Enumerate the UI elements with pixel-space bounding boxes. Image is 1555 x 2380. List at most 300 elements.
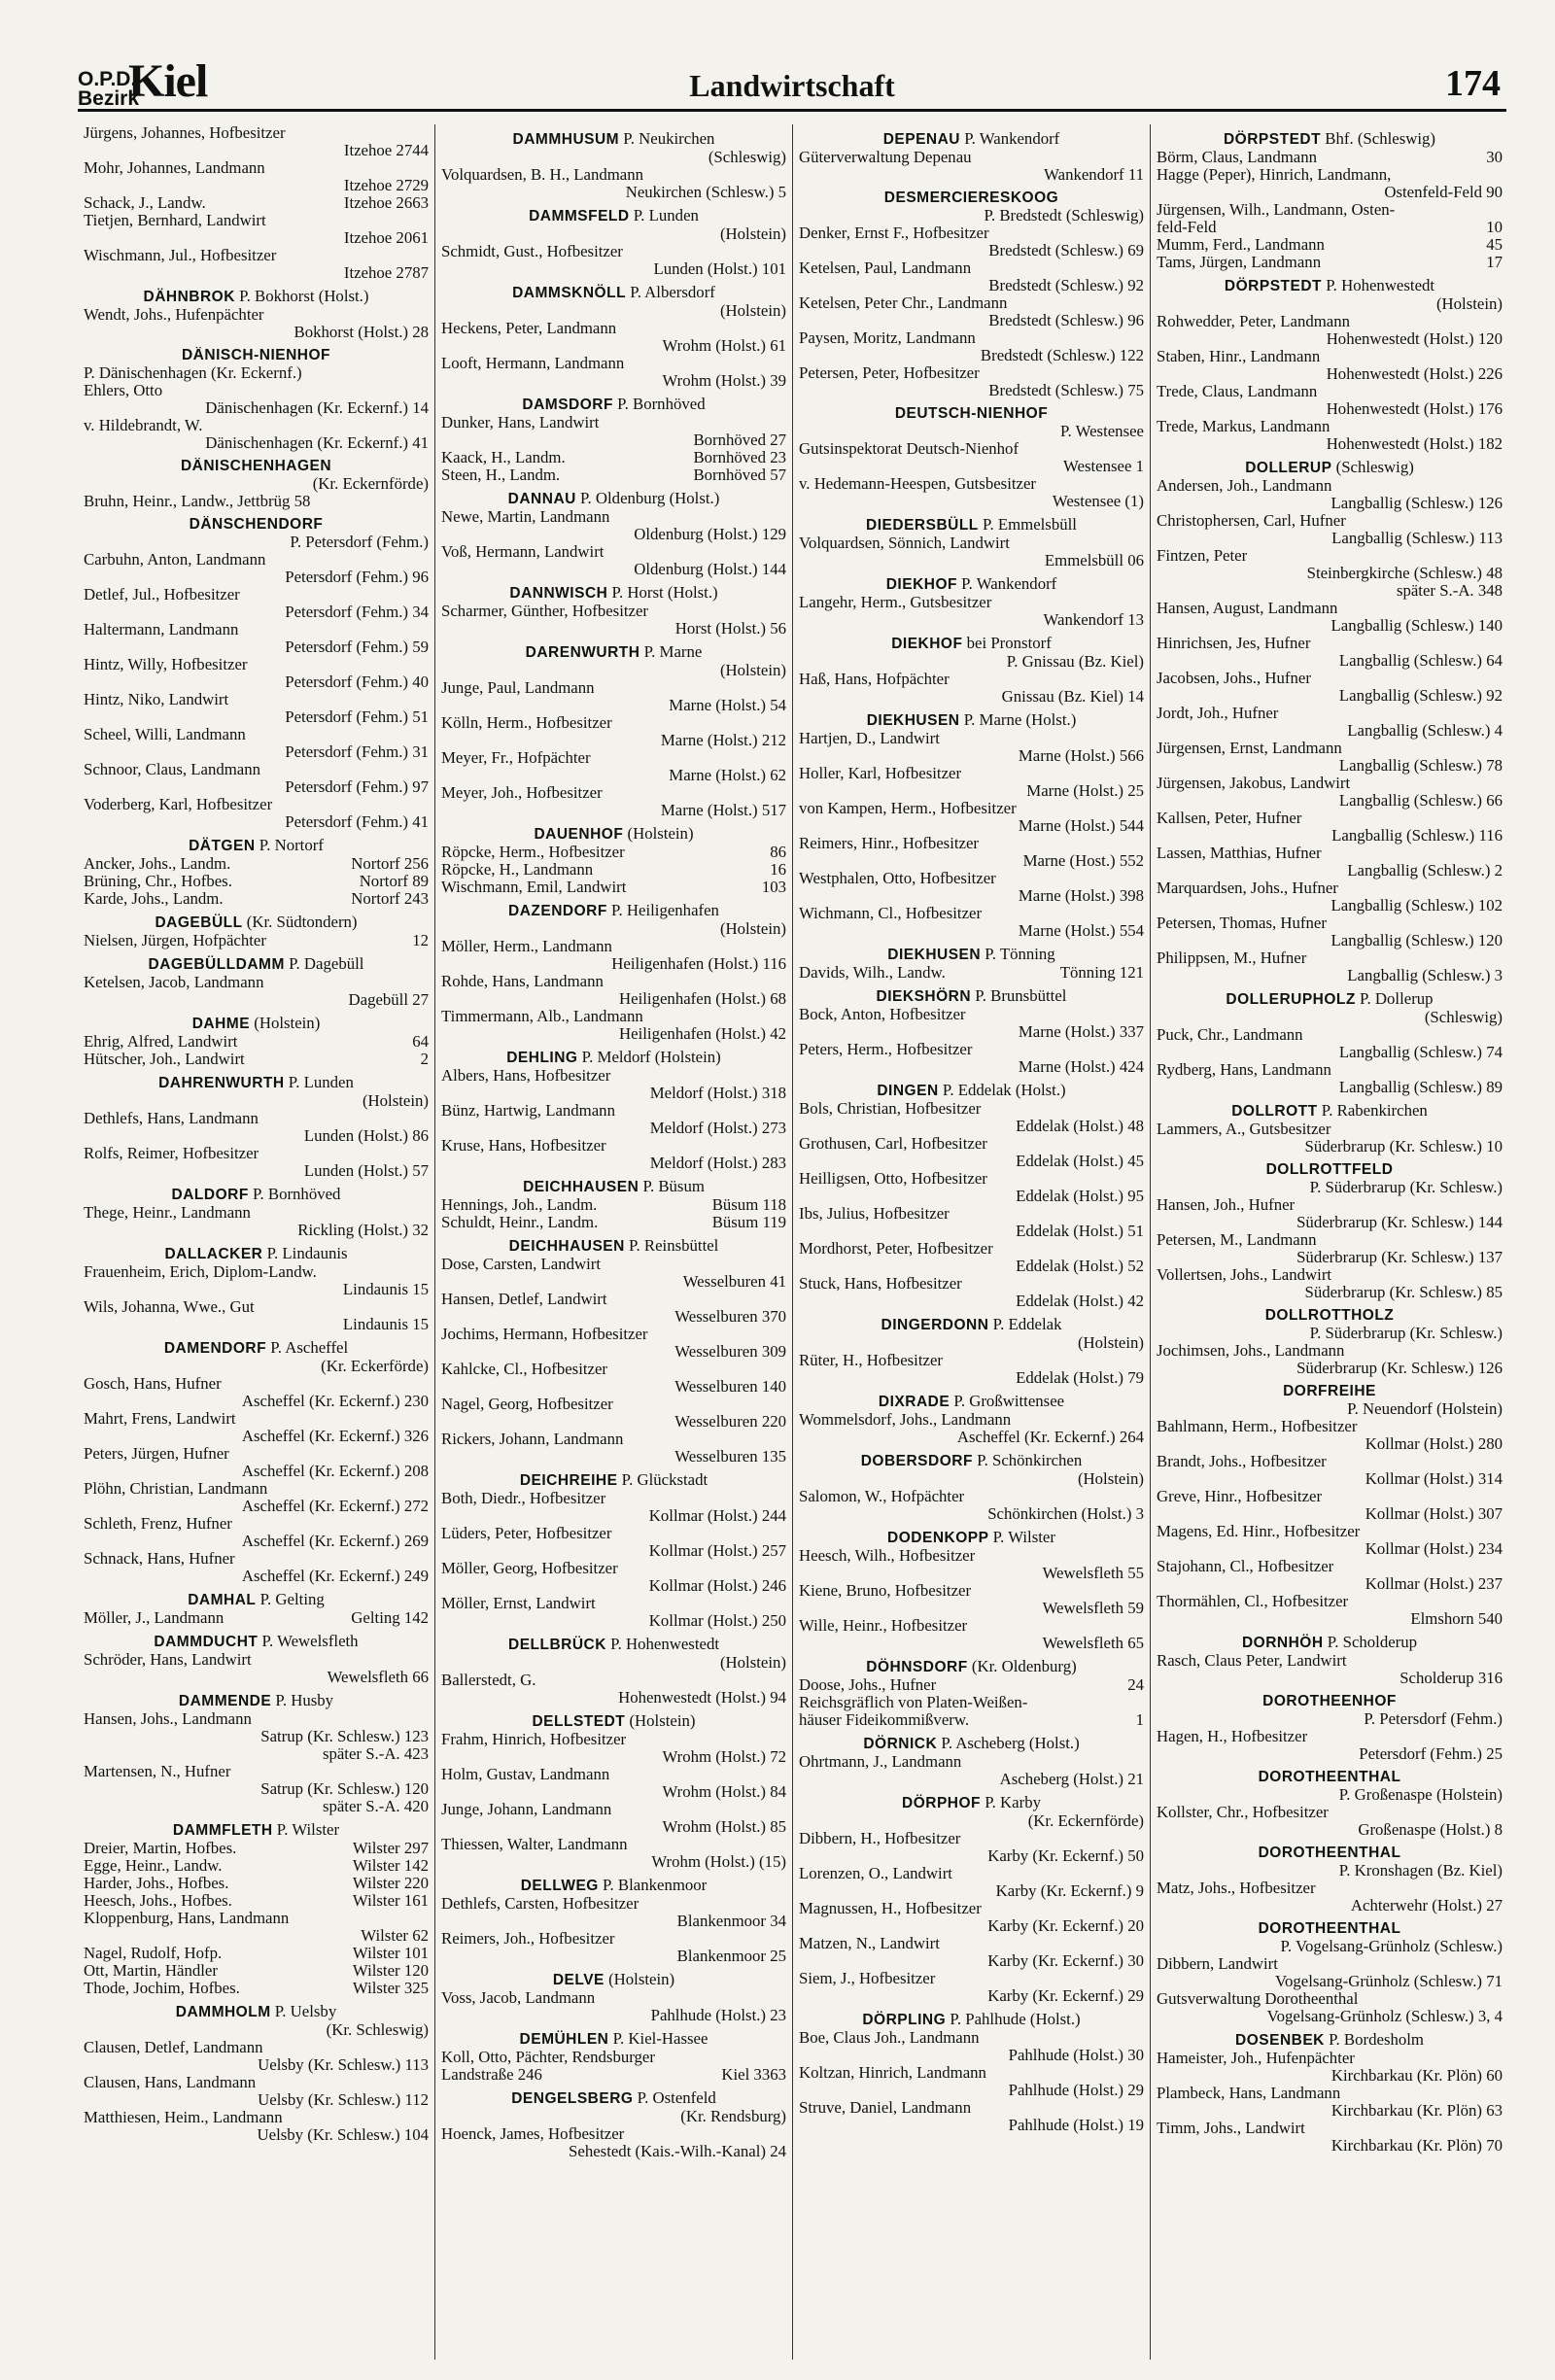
place-heading: DAUENHOF (Holstein) xyxy=(534,825,694,843)
directory-entry xyxy=(1157,1558,1503,1593)
place-postal-info: P. Brunsbüttel xyxy=(971,987,1067,1005)
entry-name: Lorenzen, O., Landwirt xyxy=(799,1865,952,1882)
entry-detail: Pahlhude (Holst.) 29 xyxy=(1008,2082,1144,2099)
entry-detail: Eddelak (Holst.) 79 xyxy=(1016,1369,1144,1387)
column-1 xyxy=(78,124,435,2360)
place-entry xyxy=(799,946,1144,964)
entry-detail: Sehestedt (Kais.-Wilh.-Kanal) 24 xyxy=(569,2143,786,2160)
place-entry xyxy=(441,1636,786,1672)
entry-name: 12 Nielsen, Jürgen, Hofpächter xyxy=(84,932,429,949)
place-entry xyxy=(441,207,786,243)
entry-detail: Wesselburen 220 xyxy=(674,1413,786,1431)
entry-detail: 10 feld-Feld xyxy=(1157,219,1503,236)
entry-detail: Langballig (Schlesw.) 113 xyxy=(1331,530,1503,547)
directory-entry xyxy=(799,835,1144,870)
directory-entry xyxy=(799,1275,1144,1310)
entry-detail: Steinbergkirche (Schlesw.) 48 xyxy=(1306,565,1503,582)
place-entry xyxy=(799,1529,1144,1547)
directory-entry xyxy=(441,603,786,638)
directory-entry xyxy=(1157,254,1503,271)
district-prefix: O.P.D. xyxy=(78,68,137,90)
directory-entry xyxy=(799,730,1144,765)
place-heading: DORFREIHE xyxy=(1283,1383,1376,1399)
entry-detail: Wesselburen 135 xyxy=(674,1448,786,1466)
entry-name: Ibs, Julius, Hofbesitzer xyxy=(799,1205,950,1223)
entry-name: Hansen, Joh., Hufner xyxy=(1157,1196,1296,1214)
entry-detail: Karby (Kr. Eckernf.) 29 xyxy=(987,1987,1144,2005)
entry-name: Rydberg, Hans, Landmann xyxy=(1157,1061,1331,1079)
entry-name: Wilster 220 Harder, Johs., Hofbes. xyxy=(84,1875,429,1892)
directory-entry xyxy=(84,1051,429,1068)
place-heading: DORNHÖH P. Scholderup xyxy=(1241,1634,1418,1651)
directory-entry xyxy=(84,194,429,212)
directory-entry xyxy=(84,1875,429,1892)
directory-entry xyxy=(1157,1728,1503,1763)
entry-detail: Westensee (1) xyxy=(1052,493,1144,510)
place-postal-info: P. Karby xyxy=(981,1794,1041,1811)
entry-name: Matzen, N., Landwirt xyxy=(799,1935,940,1952)
entry-detail: Marne (Holst.) 517 xyxy=(660,802,786,819)
entry-name: Dibbern, H., Hofbesitzer xyxy=(799,1830,961,1847)
entry-name: Ketelsen, Paul, Landmann xyxy=(799,259,972,277)
entry-detail: Petersdorf (Fehm.) 25 xyxy=(1359,1745,1503,1763)
entry-detail: Oldenburg (Holst.) 144 xyxy=(634,561,786,578)
entry-detail: (Holstein) xyxy=(1077,1334,1144,1352)
phone-number: Büsum 118 xyxy=(711,1196,786,1214)
entry-detail: Marne (Holst.) 337 xyxy=(1018,1023,1144,1041)
entry-detail: Bredstedt (Schlesw.) 75 xyxy=(988,382,1144,399)
entry-detail: P. Westensee xyxy=(1060,423,1144,440)
entry-name: Möller, Herm., Landmann xyxy=(441,938,612,955)
directory-entry xyxy=(441,1214,786,1231)
entry-detail: Satrup (Kr. Schlesw.) 120 xyxy=(260,1780,429,1798)
entry-detail: Süderbrarup (Kr. Schlesw.) 137 xyxy=(1296,1249,1503,1266)
entry-name: Wilster 142 Egge, Heinr., Landw. xyxy=(84,1857,429,1875)
entry-name: Thege, Heinr., Landmann xyxy=(84,1204,251,1222)
place-heading: DÖRNICK P. Ascheberg (Holst.) xyxy=(863,1735,1080,1752)
directory-entry xyxy=(799,1935,1144,1970)
entry-name: Ehlers, Otto xyxy=(84,382,163,399)
entry-detail: Satrup (Kr. Schlesw.) 123 xyxy=(260,1728,429,1745)
place-postal-info: (Holstein) xyxy=(250,1015,321,1032)
entry-name: Frauenheim, Erich, Diplom-Landw. xyxy=(84,1263,317,1281)
entry-name: Newe, Martin, Landmann xyxy=(441,508,610,526)
entry-detail: Ascheffel (Kr. Eckernf.) 208 xyxy=(241,1463,429,1480)
place-heading: DAMMFLETH P. Wilster xyxy=(172,1821,340,1839)
entry-detail: Petersdorf (Fehm.) 59 xyxy=(285,638,429,656)
entry-name: Rickers, Johann, Landmann xyxy=(441,1431,624,1448)
entry-detail: Bornhöved 27 xyxy=(693,431,786,449)
directory-entry xyxy=(441,1766,786,1801)
entry-detail: Pahlhude (Holst.) 23 xyxy=(650,2007,786,2024)
phone-number: Wilster 325 xyxy=(352,1980,429,1997)
entry-name: 45 Mumm, Ferd., Landmann xyxy=(1157,236,1503,254)
place-heading: DEICHHAUSEN P. Büsum xyxy=(523,1178,705,1195)
directory-entry xyxy=(1157,670,1503,705)
entry-detail: Langballig (Schlesw.) 2 xyxy=(1347,862,1503,880)
entry-detail: Marne (Holst.) 398 xyxy=(1018,887,1144,905)
entry-detail: Süderbrarup (Kr. Schlesw.) 10 xyxy=(1304,1138,1503,1156)
directory-entry xyxy=(1157,547,1503,600)
place-heading: DÖRPLING P. Pahlhude (Holst.) xyxy=(862,2011,1081,2028)
place-entry xyxy=(799,516,1144,535)
place-postal-info: P. Nortorf xyxy=(255,837,324,854)
directory-columns xyxy=(78,124,1511,2360)
place-postal-info: P. Ascheffel xyxy=(266,1339,349,1357)
directory-entry xyxy=(799,149,1144,184)
entry-detail: Scholderup 316 xyxy=(1400,1670,1503,1687)
entry-detail: Langballig (Schlesw.) 102 xyxy=(1330,897,1503,914)
entry-detail: Kollmar (Holst.) 244 xyxy=(648,1507,786,1525)
directory-entry xyxy=(799,1865,1144,1900)
directory-entry xyxy=(441,2049,786,2084)
entry-name: Ketelsen, Peter Chr., Landmann xyxy=(799,294,1008,312)
place-heading: DELLBRÜCK P. Hohenwestedt xyxy=(508,1636,719,1653)
directory-entry xyxy=(441,1361,786,1396)
place-entry xyxy=(441,643,786,679)
place-heading: DÄTGEN P. Nortorf xyxy=(189,837,324,854)
place-heading: DELLSTEDT (Holstein) xyxy=(532,1712,696,1730)
entry-detail: Oldenburg (Holst.) 129 xyxy=(634,526,786,543)
place-postal-info: P. Neukirchen xyxy=(619,130,715,148)
entry-name: Heckens, Peter, Landmann xyxy=(441,320,617,337)
entry-name: Petersen, M., Landmann xyxy=(1157,1231,1317,1249)
place-entry xyxy=(799,190,1144,224)
place-heading: DÖHNSDORF (Kr. Oldenburg) xyxy=(866,1658,1077,1675)
directory-entry xyxy=(799,535,1144,569)
directory-entry xyxy=(84,417,429,452)
phone-number: Kiel 3363 xyxy=(721,2066,786,2084)
place-entry xyxy=(84,1015,429,1033)
place-heading: DEHLING P. Meldorf (Holstein) xyxy=(506,1049,721,1066)
entry-name: Mahrt, Frens, Landwirt xyxy=(84,1410,236,1428)
place-entry xyxy=(1157,1161,1503,1196)
entry-detail: Wrohm (Holst.) 85 xyxy=(662,1818,786,1836)
place-entry xyxy=(84,2003,429,2039)
entry-name: Wilster 297 Dreier, Martin, Hofbes. xyxy=(84,1840,429,1857)
directory-entry xyxy=(84,124,429,159)
place-entry xyxy=(441,1049,786,1067)
entry-detail: (Holstein) xyxy=(719,302,786,320)
entry-name: Bock, Anton, Hofbesitzer xyxy=(799,1006,966,1023)
entry-detail: Itzehoe 2787 xyxy=(343,264,429,282)
place-entry xyxy=(441,396,786,414)
phone-number: 45 xyxy=(1486,236,1503,254)
place-postal-info: P. Reinsbüttel xyxy=(624,1237,719,1255)
entry-name: Petersen, Peter, Hofbesitzer xyxy=(799,364,980,382)
entry-name: Ballerstedt, G. xyxy=(441,1672,536,1689)
entry-detail: Ostenfeld-Feld 90 xyxy=(1384,184,1503,201)
place-postal-info: Bhf. (Schleswig) xyxy=(1321,130,1435,148)
entry-name: Fintzen, Peter xyxy=(1157,547,1248,565)
place-entry xyxy=(441,902,786,938)
entry-name: Rohde, Hans, Landmann xyxy=(441,973,604,990)
entry-detail: Vogelsang-Grünholz (Schlesw.) 3, 4 xyxy=(1266,2008,1503,2025)
entry-name: Puck, Chr., Landmann xyxy=(1157,1026,1303,1044)
entry-name: Jacobsen, Johs., Hufner xyxy=(1157,670,1311,687)
directory-entry xyxy=(441,938,786,973)
place-postal-info: P. Lunden xyxy=(284,1074,354,1091)
place-heading: DEICHHAUSEN P. Reinsbüttel xyxy=(508,1237,719,1255)
entry-name: Gutsinspektorat Deutsch-Nienhof xyxy=(799,440,1019,458)
entry-detail: Eddelak (Holst.) 45 xyxy=(1016,1153,1144,1170)
place-entry xyxy=(1157,1920,1503,1955)
place-entry xyxy=(84,1591,429,1609)
place-postal-info: P. Hohenwestedt xyxy=(605,1636,719,1653)
entry-detail: Rickling (Holst.) 32 xyxy=(297,1222,429,1239)
phone-number: 1 xyxy=(1135,1711,1144,1729)
entry-name: Thormählen, Cl., Hofbesitzer xyxy=(1157,1593,1349,1610)
place-heading: DOROTHEENTHAL xyxy=(1258,1769,1401,1785)
directory-entry xyxy=(799,1170,1144,1205)
directory-entry xyxy=(84,1480,429,1515)
entry-name: Dethlefs, Carsten, Hofbesitzer xyxy=(441,1895,639,1913)
entry-detail: Marne (Holst.) 62 xyxy=(669,767,786,784)
entry-name: Christophersen, Carl, Hufner xyxy=(1157,512,1346,530)
entry-detail: Ascheffel (Kr. Eckernf.) 272 xyxy=(241,1498,429,1515)
directory-entry xyxy=(441,1396,786,1431)
phone-number: Nortorf 89 xyxy=(359,873,429,890)
place-postal-info: P. Wewelsfleth xyxy=(258,1633,359,1650)
directory-entry xyxy=(1157,477,1503,512)
place-entry xyxy=(1157,1845,1503,1880)
directory-entry xyxy=(441,1672,786,1707)
place-heading: DAMMSFELD P. Lunden xyxy=(529,207,699,224)
phone-number: Wilster 220 xyxy=(352,1875,429,1892)
directory-entry xyxy=(799,905,1144,940)
directory-entry xyxy=(1157,236,1503,254)
directory-entry xyxy=(84,1204,429,1239)
directory-entry xyxy=(84,1945,429,1962)
entry-name: Scheel, Willi, Landmann xyxy=(84,726,246,743)
entry-detail: später S.-A. 423 xyxy=(322,1745,429,1763)
place-heading: DIEKHOF P. Wankendorf xyxy=(885,575,1057,593)
entry-detail: Dänischenhagen (Kr. Eckernf.) 14 xyxy=(205,399,429,417)
place-heading: DÄNISCH-NIENHOF xyxy=(181,347,331,363)
phone-number: Nortorf 256 xyxy=(351,855,429,873)
place-heading: DAMMSKNÖLL P. Albersdorf xyxy=(512,284,715,301)
phone-number: 10 xyxy=(1486,219,1503,236)
directory-entry xyxy=(441,1196,786,1214)
entry-detail: Hohenwestedt (Holst.) 94 xyxy=(618,1689,786,1707)
place-postal-info: (Kr. Oldenburg) xyxy=(967,1658,1077,1675)
directory-entry xyxy=(799,1694,1144,1729)
entry-name: Hansen, Johs., Landmann xyxy=(84,1710,252,1728)
directory-entry xyxy=(799,475,1144,510)
place-postal-info: P. Kiel-Hassee xyxy=(608,2030,708,2048)
entry-detail: Blankenmoor 25 xyxy=(676,1948,786,1965)
directory-entry xyxy=(441,1256,786,1291)
place-postal-info: P. Tönning xyxy=(981,946,1055,963)
phone-number: Wilster 101 xyxy=(352,1945,429,1962)
directory-entry xyxy=(799,294,1144,329)
place-postal-info: (Kr. Südtondern) xyxy=(242,914,358,931)
entry-name: Andersen, Joh., Landmann xyxy=(1157,477,1332,495)
entry-detail: Süderbrarup (Kr. Schlesw.) 126 xyxy=(1296,1360,1503,1377)
entry-name: Schnack, Hans, Hufner xyxy=(84,1550,235,1568)
entry-name: Both, Diedr., Hofbesitzer xyxy=(441,1490,606,1507)
entry-detail: (Schleswig) xyxy=(708,149,786,166)
entry-detail: P. Bredstedt (Schleswig) xyxy=(984,207,1144,224)
entry-name: Detlef, Jul., Hofbesitzer xyxy=(84,586,240,604)
place-heading: DIEKHUSEN P. Tönning xyxy=(887,946,1055,963)
place-entry xyxy=(1157,990,1503,1026)
place-entry xyxy=(799,1794,1144,1830)
directory-entry xyxy=(441,1291,786,1326)
entry-detail: Ascheberg (Holst.) 21 xyxy=(999,1771,1144,1788)
directory-entry xyxy=(84,656,429,691)
phone-number: Wilster 142 xyxy=(352,1857,429,1875)
entry-name: Looft, Hermann, Landmann xyxy=(441,355,625,372)
entry-detail: (Holstein) xyxy=(362,1092,429,1110)
directory-entry xyxy=(1157,418,1503,453)
entry-detail: Marne (Holst.) 544 xyxy=(1018,817,1144,835)
entry-detail: Kollmar (Holst.) 314 xyxy=(1365,1470,1503,1488)
entry-detail: Heiligenhafen (Holst.) 116 xyxy=(611,955,786,973)
place-heading: DALDORF P. Bornhöved xyxy=(171,1186,341,1203)
place-heading: DÖRPSTEDT Bhf. (Schleswig) xyxy=(1223,130,1435,148)
place-entry xyxy=(441,1237,786,1256)
entry-name: v. Hedemann-Heespen, Gutsbesitzer xyxy=(799,475,1037,493)
phone-number: Wilster 297 xyxy=(352,1840,429,1857)
directory-entry xyxy=(84,761,429,796)
directory-entry xyxy=(1157,1418,1503,1453)
entry-detail: Petersdorf (Fehm.) 41 xyxy=(285,813,429,831)
entry-detail: Itzehoe 2744 xyxy=(343,142,429,159)
entry-detail: Kollmar (Holst.) 257 xyxy=(648,1542,786,1560)
entry-detail: P. Neuendorf (Holstein) xyxy=(1347,1400,1503,1418)
entry-name: Voß, Hermann, Landwirt xyxy=(441,543,605,561)
entry-name: Bruhn, Heinr., Landw., Jettbrüg 58 xyxy=(84,493,311,510)
place-entry xyxy=(1157,1769,1503,1804)
entry-detail: Langballig (Schlesw.) 116 xyxy=(1331,827,1503,845)
entry-detail: Kiel 3363 Landstraße 246 xyxy=(441,2066,786,2084)
place-heading: DINGEN P. Eddelak (Holst.) xyxy=(877,1082,1066,1099)
place-heading: DALLACKER P. Lindaunis xyxy=(164,1245,348,1262)
entry-detail: Langballig (Schlesw.) 66 xyxy=(1338,792,1503,810)
directory-entry xyxy=(84,1550,429,1585)
directory-entry xyxy=(84,855,429,873)
entry-name: Hintz, Willy, Hofbesitzer xyxy=(84,656,248,673)
entry-detail: Kollmar (Holst.) 237 xyxy=(1365,1575,1503,1593)
page-title: Landwirtschaft xyxy=(689,68,895,103)
entry-name: Kloppenburg, Hans, Landmann xyxy=(84,1910,290,1927)
directory-entry xyxy=(441,543,786,578)
place-heading: DAMMENDE P. Husby xyxy=(178,1692,334,1709)
entry-detail: Großenaspe (Holst.) 8 xyxy=(1358,1821,1503,1839)
place-postal-info: (Schleswig) xyxy=(1331,459,1414,476)
place-entry xyxy=(441,584,786,603)
entry-detail: Achterwehr (Holst.) 27 xyxy=(1350,1897,1503,1914)
place-entry xyxy=(441,1877,786,1895)
entry-name: Trede, Claus, Landmann xyxy=(1157,383,1318,400)
entry-name: Stajohann, Cl., Hofbesitzer xyxy=(1157,1558,1334,1575)
entry-name: Dethlefs, Hans, Landmann xyxy=(84,1110,259,1127)
place-entry xyxy=(799,575,1144,594)
entry-name: Denker, Ernst F., Hofbesitzer xyxy=(799,224,989,242)
entry-detail: Horst (Holst.) 56 xyxy=(674,620,786,638)
directory-entry xyxy=(84,974,429,1009)
place-entry xyxy=(1157,1307,1503,1342)
entry-detail: Wewelsfleth 59 xyxy=(1042,1600,1144,1617)
directory-entry xyxy=(799,1135,1144,1170)
directory-entry xyxy=(1157,149,1503,166)
place-heading: DODENKOPP P. Wilster xyxy=(887,1529,1055,1546)
entry-name: Heesch, Wilh., Hofbesitzer xyxy=(799,1547,976,1565)
directory-entry xyxy=(84,1375,429,1410)
entry-detail: Ascheffel (Kr. Eckernf.) 269 xyxy=(241,1533,429,1550)
place-heading: DOLLROTTFELD xyxy=(1265,1161,1394,1178)
place-entry xyxy=(84,914,429,932)
entry-name: Kollster, Chr., Hofbesitzer xyxy=(1157,1804,1329,1821)
entry-detail: P. Gnissau (Bz. Kiel) xyxy=(1006,653,1144,671)
entry-name: Clausen, Detlef, Landmann xyxy=(84,2039,263,2056)
entry-name: Wilster 101 Nagel, Rudolf, Hofp. xyxy=(84,1945,429,1962)
directory-entry xyxy=(84,890,429,908)
directory-entry xyxy=(441,1836,786,1871)
entry-detail: Lindaunis 15 xyxy=(342,1281,429,1298)
entry-detail: Wesselburen 309 xyxy=(674,1343,786,1361)
entry-name: Rohwedder, Peter, Landmann xyxy=(1157,313,1351,330)
entry-detail: Meldorf (Holst.) 318 xyxy=(649,1085,786,1102)
place-entry xyxy=(84,458,429,493)
entry-detail: Ascheffel (Kr. Eckernf.) 249 xyxy=(241,1568,429,1585)
place-postal-info: P. Wankendorf xyxy=(956,575,1057,593)
district-word: Bezirk xyxy=(78,87,140,110)
directory-entry xyxy=(84,621,429,656)
directory-entry xyxy=(441,414,786,449)
place-entry xyxy=(441,1971,786,1989)
place-heading: DÄNISCHENHAGEN xyxy=(180,458,332,474)
entry-name: Jordt, Joh., Hufner xyxy=(1157,705,1279,722)
place-heading: DIXRADE P. Großwittensee xyxy=(878,1393,1065,1410)
directory-entry xyxy=(1157,1488,1503,1523)
entry-name: Kölln, Herm., Hofbesitzer xyxy=(441,714,612,732)
entry-name: Lüders, Peter, Hofbesitzer xyxy=(441,1525,612,1542)
directory-entry xyxy=(799,964,1144,982)
directory-entry xyxy=(84,1651,429,1686)
entry-name: Dunker, Hans, Landwirt xyxy=(441,414,600,431)
directory-entry xyxy=(441,1989,786,2024)
entry-detail: Dänischenhagen (Kr. Eckernf.) 41 xyxy=(205,434,429,452)
directory-entry xyxy=(799,1547,1144,1582)
place-postal-info: P. Ascheberg (Holst.) xyxy=(937,1735,1080,1752)
phone-number: 2 xyxy=(420,1051,429,1068)
place-heading: DOROTHEENTHAL xyxy=(1258,1920,1401,1937)
phone-number: 64 xyxy=(412,1033,429,1051)
place-postal-info: P. Lindaunis xyxy=(262,1245,348,1262)
entry-name: Büsum 119 Schuldt, Heinr., Landm. xyxy=(441,1214,786,1231)
entry-detail: Hohenwestedt (Holst.) 120 xyxy=(1326,330,1503,348)
entry-name: Ketelsen, Jacob, Landmann xyxy=(84,974,264,991)
entry-name: von Kampen, Herm., Hofbesitzer xyxy=(799,800,1017,817)
entry-detail: Lindaunis 15 xyxy=(342,1316,429,1333)
place-postal-info: P. Bornhöved xyxy=(612,396,706,413)
place-heading: DAMSDORF P. Bornhöved xyxy=(522,396,706,413)
phone-number: Gelting 142 xyxy=(351,1609,429,1627)
directory-entry xyxy=(799,1753,1144,1788)
entry-detail: P. Süderbrarup (Kr. Schlesw.) xyxy=(1309,1325,1503,1342)
directory-entry xyxy=(84,1710,429,1763)
place-heading: DELVE (Holstein) xyxy=(552,1971,675,1988)
place-postal-info: (Holstein) xyxy=(604,1971,675,1988)
directory-entry xyxy=(84,691,429,726)
directory-entry xyxy=(1157,383,1503,418)
directory-entry xyxy=(1157,1804,1503,1839)
entry-name: Rolfs, Reimer, Hofbesitzer xyxy=(84,1145,259,1162)
place-entry xyxy=(799,1082,1144,1100)
entry-name: Clausen, Hans, Landmann xyxy=(84,2074,257,2091)
